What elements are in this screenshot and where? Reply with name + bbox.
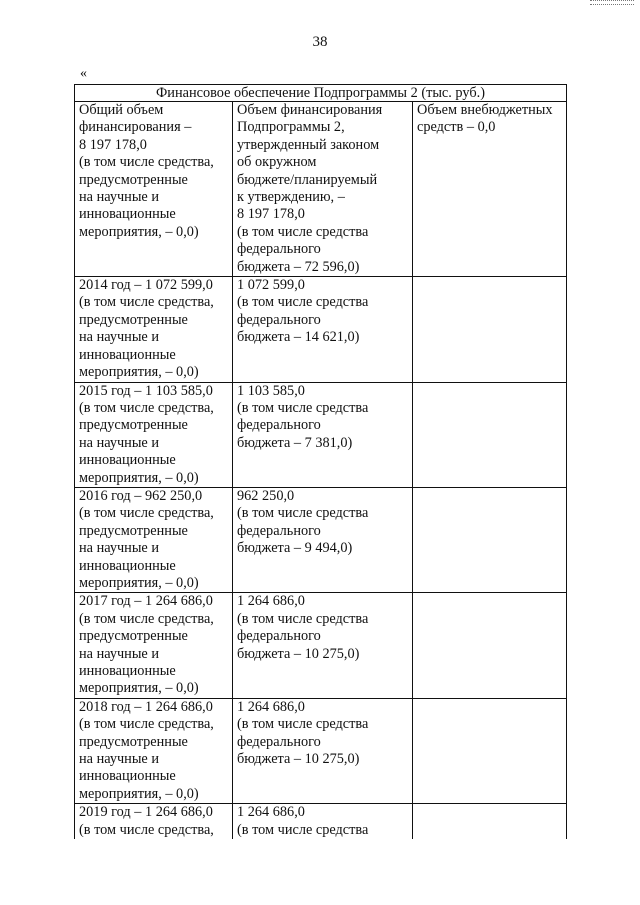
- extrabudgetary-amount-cell: [413, 698, 567, 803]
- year-total-cell: 2019 год – 1 264 686,0 (в том числе средства,: [75, 804, 233, 839]
- law-amount-cell: 1 072 599,0 (в том числе средства федерального бюджета – 14 621,0): [233, 277, 413, 382]
- extrabudgetary-amount-cell: [413, 382, 567, 487]
- table-row: [75, 487, 567, 592]
- table-title: Финансовое обеспечение Подпрограммы 2 (тыс. руб.): [75, 85, 567, 102]
- table-row: [75, 698, 567, 803]
- table-row: [75, 804, 567, 839]
- law-amount-cell: 1 264 686,0 (в том числе средства федерального бюджета – 10 275,0): [233, 593, 413, 698]
- page-number: 38: [312, 34, 328, 50]
- extrabudgetary-amount-cell: [413, 804, 567, 839]
- table-row: [75, 277, 567, 382]
- extrabudgetary-cell: Объем внебюджетных средств – 0,0: [413, 102, 567, 277]
- table-title-row: [75, 85, 567, 102]
- year-total-cell: 2017 год – 1 264 686,0 (в том числе средства, предусмотренные на научные и инновационные мероприятия, – 0,0): [75, 593, 233, 698]
- law-financing-cell: Объем финансирования Подпрограммы 2, утвержденный законом об окружном бюджете/планируемый к утверждению, – 8 197 178,0 (в том числе средства федерального бюджета – 72 596,0): [233, 102, 413, 277]
- table-row: [75, 382, 567, 487]
- extrabudgetary-amount-cell: [413, 593, 567, 698]
- law-amount-cell: 1 264 686,0 (в том числе средства: [233, 804, 413, 839]
- table-row: [75, 593, 567, 698]
- law-amount-cell: 1 264 686,0 (в том числе средства федерального бюджета – 10 275,0): [233, 698, 413, 803]
- extrabudgetary-amount-cell: [413, 487, 567, 592]
- law-amount-cell: 962 250,0 (в том числе средства федерального бюджета – 9 494,0): [233, 487, 413, 592]
- opening-quote: «: [80, 66, 87, 81]
- table-header-row: [75, 102, 567, 277]
- scan-corner-mark: [590, 0, 634, 5]
- year-total-cell: 2016 год – 962 250,0 (в том числе средства, предусмотренные на научные и инновационные мероприятия, – 0,0): [75, 487, 233, 592]
- financing-table: [74, 84, 567, 839]
- year-total-cell: 2018 год – 1 264 686,0 (в том числе средства, предусмотренные на научные и инновационные мероприятия, – 0,0): [75, 698, 233, 803]
- year-total-cell: 2014 год – 1 072 599,0 (в том числе средства, предусмотренные на научные и инновационные мероприятия, – 0,0): [75, 277, 233, 382]
- total-financing-cell: Общий объем финансирования – 8 197 178,0 (в том числе средства, предусмотренные на научные и инновационные мероприятия, – 0,0): [75, 102, 233, 277]
- law-amount-cell: 1 103 585,0 (в том числе средства федерального бюджета – 7 381,0): [233, 382, 413, 487]
- year-total-cell: 2015 год – 1 103 585,0 (в том числе средства, предусмотренные на научные и инновационные мероприятия, – 0,0): [75, 382, 233, 487]
- extrabudgetary-amount-cell: [413, 277, 567, 382]
